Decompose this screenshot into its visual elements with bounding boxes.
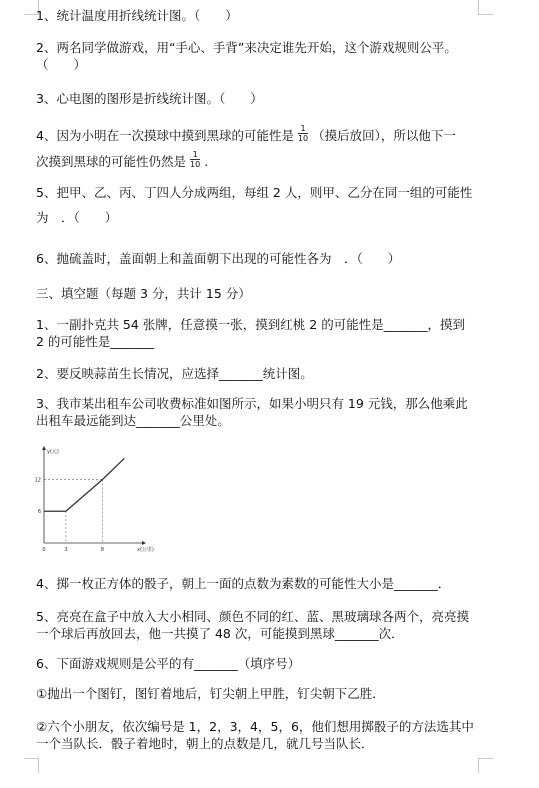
y-axis-label: y(元) [47,449,59,455]
y-tick-label-1: 12 [34,477,41,484]
crop-mark-bottom-right [478,758,493,773]
fill-question-3-line-2: 出租车最远能到达_______公里处。 [36,413,230,428]
fraction-numerator-2: 1 [190,150,200,160]
q4-text-end: （摸后放回），所以他下一 [312,128,456,143]
judge-question-1: 1、统计温度用折线统计图。（ ） [36,8,238,23]
crop-mark-bottom-left [24,758,39,773]
x-tick-label-0: 0 [42,547,46,553]
fill-question-4: 4、掷一枚正方体的骰子，朝上一面的点数为素数的可能性大小是_______． [36,576,451,591]
fraction-numerator: 1 [298,124,308,134]
fare-series-line [44,458,124,511]
y-axis-arrow [42,446,46,450]
judge-question-3: 3、心电图的图形是折线统计图。（ ） [36,91,263,106]
fill-question-5-line-2: 一个球后再放回去，他一共摸了 48 次，可能摸到黑球_______次． [36,626,404,641]
q4-line2-end: . [204,154,209,169]
fill-question-3-line-1: 3、我市某出租车公司收费标准如图所示，如果小明只有 19 元钱，那么他乘此 [36,396,468,411]
x-tick-label-1: 3 [64,547,68,553]
x-axis-label: x(公里) [137,547,154,553]
fill-question-5-line-1: 5、亮亮在盒子中放入大小相同、颜色不同的红、蓝、黑玻璃球各两个，亮亮摸 [36,609,469,624]
fill-question-1-line-2: 2 的可能性是_______ [36,334,155,349]
fraction-denominator-2: 10 [190,160,201,169]
fill-option-2-line-1: ②六个小朋友，依次编号是 1，2，3，4，5，6，他们想用掷骰子的方法选其中 [36,719,474,734]
fraction-one-tenth-2 [190,150,200,169]
section-title-fill-in: 三、填空题（每题 3 分，共计 15 分） [36,286,251,301]
judge-question-5-line-1: 5、把甲、乙、丙、丁四人分成两组，每组 2 人，则甲、乙分在同一组的可能性 [36,185,473,200]
fill-option-1: ①抛出一个图钉，图钉着地后，钉尖朝上甲胜，钉尖朝下乙胜． [36,686,385,701]
q4-text-start: 4、因为小明在一次摸球中摸到黑球的可能性是 [36,128,294,143]
x-axis-arrow [142,541,146,545]
judge-question-4-line-2 [36,150,209,172]
judge-question-2-line-2: （ ） [36,57,87,72]
crop-mark-top-right [478,0,493,15]
judge-question-5-line-2: 为 ．（ ） [36,210,118,225]
fill-question-2: 2、要反映蒜苗生长情况，应选择_______统计图。 [36,366,313,381]
q4-line2-text: 次摸到黑球的可能性仍然是 [36,154,187,169]
fill-question-1-line-1: 1、一副扑克共 54 张牌，任意摸一张，摸到红桃 2 的可能性是_______，摸到 [36,317,465,332]
x-tick-label-2: 8 [100,547,105,553]
fraction-one-tenth [298,124,308,143]
judge-question-2-line-1: 2、两名同学做游戏，用“手心、手背”来决定谁先开始，这个游戏规则公平。 [36,40,457,55]
fill-option-2-line-2: 一个当队长．骰子着地时，朝上的点数是几，就几号当队长． [36,736,374,751]
fraction-denominator: 10 [297,134,309,143]
judge-question-6: 6、抛硫盖时，盖面朝上和盖面朝下出现的可能性各为 ．（ ） [36,251,401,266]
judge-question-4-line-1 [36,124,456,146]
taxi-fare-chart [34,448,154,558]
y-tick-label-0: 6 [37,509,41,516]
fill-question-6: 6、下面游戏规则是公平的有_______（填序号） [36,656,301,671]
